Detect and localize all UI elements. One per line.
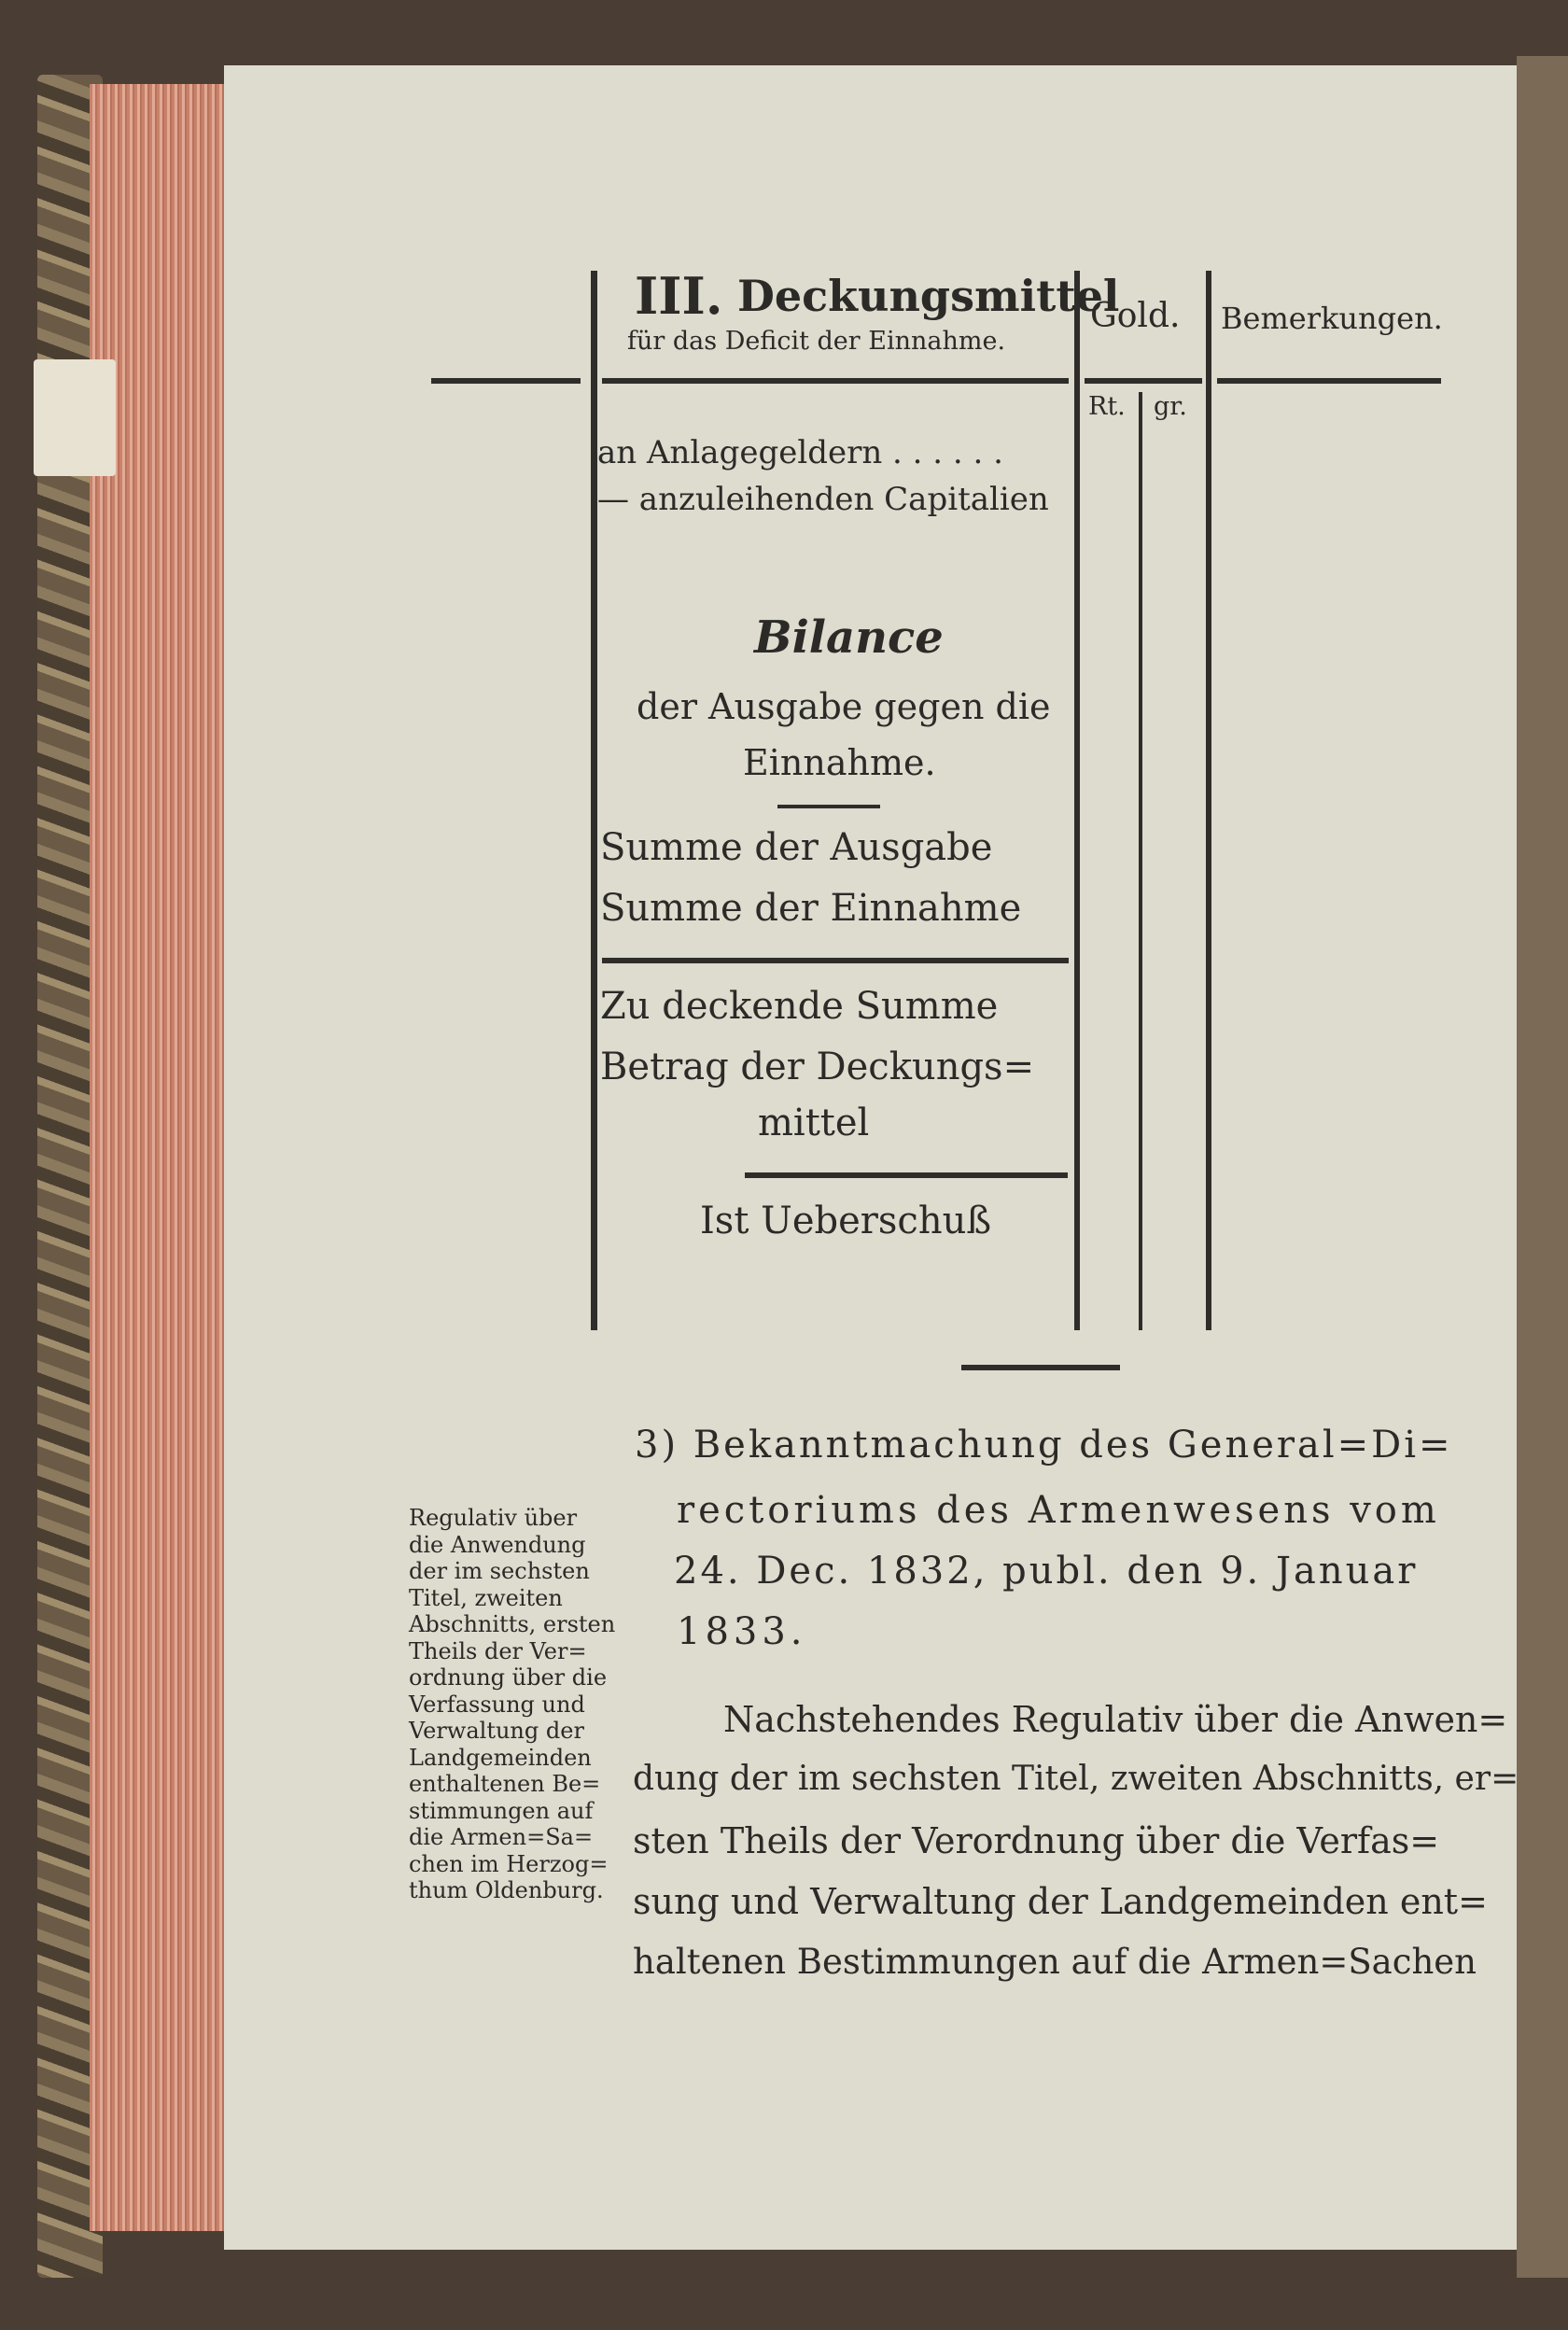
margin-note-line: stimmungen auf xyxy=(409,1797,594,1824)
margin-note-line: die Armen=Sa= xyxy=(409,1824,594,1850)
margin-note-line: Landgemeinden xyxy=(409,1744,592,1771)
row-capitalien: — anzuleihenden Capitalien xyxy=(597,481,1049,518)
col-remarks-header: Bemerkungen. xyxy=(1221,301,1443,336)
row-anlagegeldern: an Anlagegeldern . . . . . . xyxy=(597,434,1003,471)
margin-note xyxy=(409,1505,625,1904)
margin-note-line: Abschnitts, ersten xyxy=(409,1611,616,1637)
section-heading-line-1: 3) Bekanntmachung des General=Di= xyxy=(635,1424,1453,1467)
bilance-title: Bilance xyxy=(754,611,944,664)
body-line-3: sten Theils der Verordnung über die Verfas= xyxy=(633,1820,1440,1861)
sub-gr-header: gr. xyxy=(1154,392,1187,421)
table-heading-numeral: III. xyxy=(635,266,723,326)
header-rule-gold xyxy=(1085,378,1202,384)
margin-note-line: Verwaltung der xyxy=(409,1718,584,1744)
col-gold-header: Gold. xyxy=(1090,297,1181,335)
betrag-rule xyxy=(745,1172,1068,1178)
margin-note-line: Theils der Ver= xyxy=(409,1637,587,1664)
margin-note-line: Regulativ über xyxy=(409,1505,578,1531)
body-line-2: dung der im sechsten Titel, zweiten Abschnitts, er= xyxy=(633,1760,1519,1798)
section-heading-line-4: 1833. xyxy=(677,1610,807,1653)
vrule-gold-right xyxy=(1206,271,1211,1330)
body-line-1: Nachstehendes Regulativ über die Anwen= xyxy=(723,1699,1508,1740)
body-line-4: sung und Verwaltung der Landgemeinden ent= xyxy=(633,1881,1488,1922)
sub-rt-header: Rt. xyxy=(1088,392,1126,421)
row-betrag-2: mittel xyxy=(758,1102,870,1144)
section-heading-line-3: 24. Dec. 1832, publ. den 9. Januar xyxy=(674,1550,1419,1593)
table-heading-title: Deckungsmittel xyxy=(737,271,1120,321)
book-page xyxy=(224,65,1517,2250)
row-summe-ausgabe: Summe der Ausgabe xyxy=(600,826,993,869)
facing-page-edge xyxy=(1517,56,1568,2278)
row-summe-einnahme: Summe der Einnahme xyxy=(600,887,1022,930)
margin-note-line: die Anwendung xyxy=(409,1531,586,1558)
body-line-5: haltenen Bestimmungen auf die Armen=Sachen xyxy=(633,1942,1477,1982)
header-rule-remarks xyxy=(1217,378,1441,384)
margin-note-line: ordnung über die xyxy=(409,1664,608,1691)
row-betrag-1: Betrag der Deckungs= xyxy=(600,1046,1035,1088)
vrule-left xyxy=(591,271,597,1330)
bookmark-tab xyxy=(34,359,116,476)
vrule-gold-mid xyxy=(1139,392,1142,1330)
header-rule-main xyxy=(602,378,1069,384)
table-heading-sub: für das Deficit der Einnahme. xyxy=(627,327,1006,356)
margin-note-line: der im sechsten xyxy=(409,1558,590,1584)
bilance-subtitle-1: der Ausgabe gegen die xyxy=(637,686,1051,727)
sum-rule xyxy=(602,958,1069,963)
margin-note-line: thum Oldenburg. xyxy=(409,1877,604,1903)
section-heading-line-2: rectoriums des Armenwesens vom xyxy=(677,1489,1440,1532)
row-zu-deckende-summe: Zu deckende Summe xyxy=(600,985,999,1028)
margin-note-line: enthaltenen Be= xyxy=(409,1771,601,1797)
section-divider xyxy=(961,1365,1120,1370)
margin-note-line: Titel, zweiten xyxy=(409,1584,563,1611)
margin-note-line: Verfassung und xyxy=(409,1691,585,1718)
vrule-gold-left xyxy=(1074,271,1080,1330)
header-rule-left xyxy=(431,378,581,384)
row-ueberschuss: Ist Ueberschuß xyxy=(700,1200,992,1242)
margin-note-line: chen im Herzog= xyxy=(409,1850,609,1877)
bilance-subtitle-2: Einnahme. xyxy=(743,742,936,783)
bilance-divider xyxy=(777,805,880,808)
